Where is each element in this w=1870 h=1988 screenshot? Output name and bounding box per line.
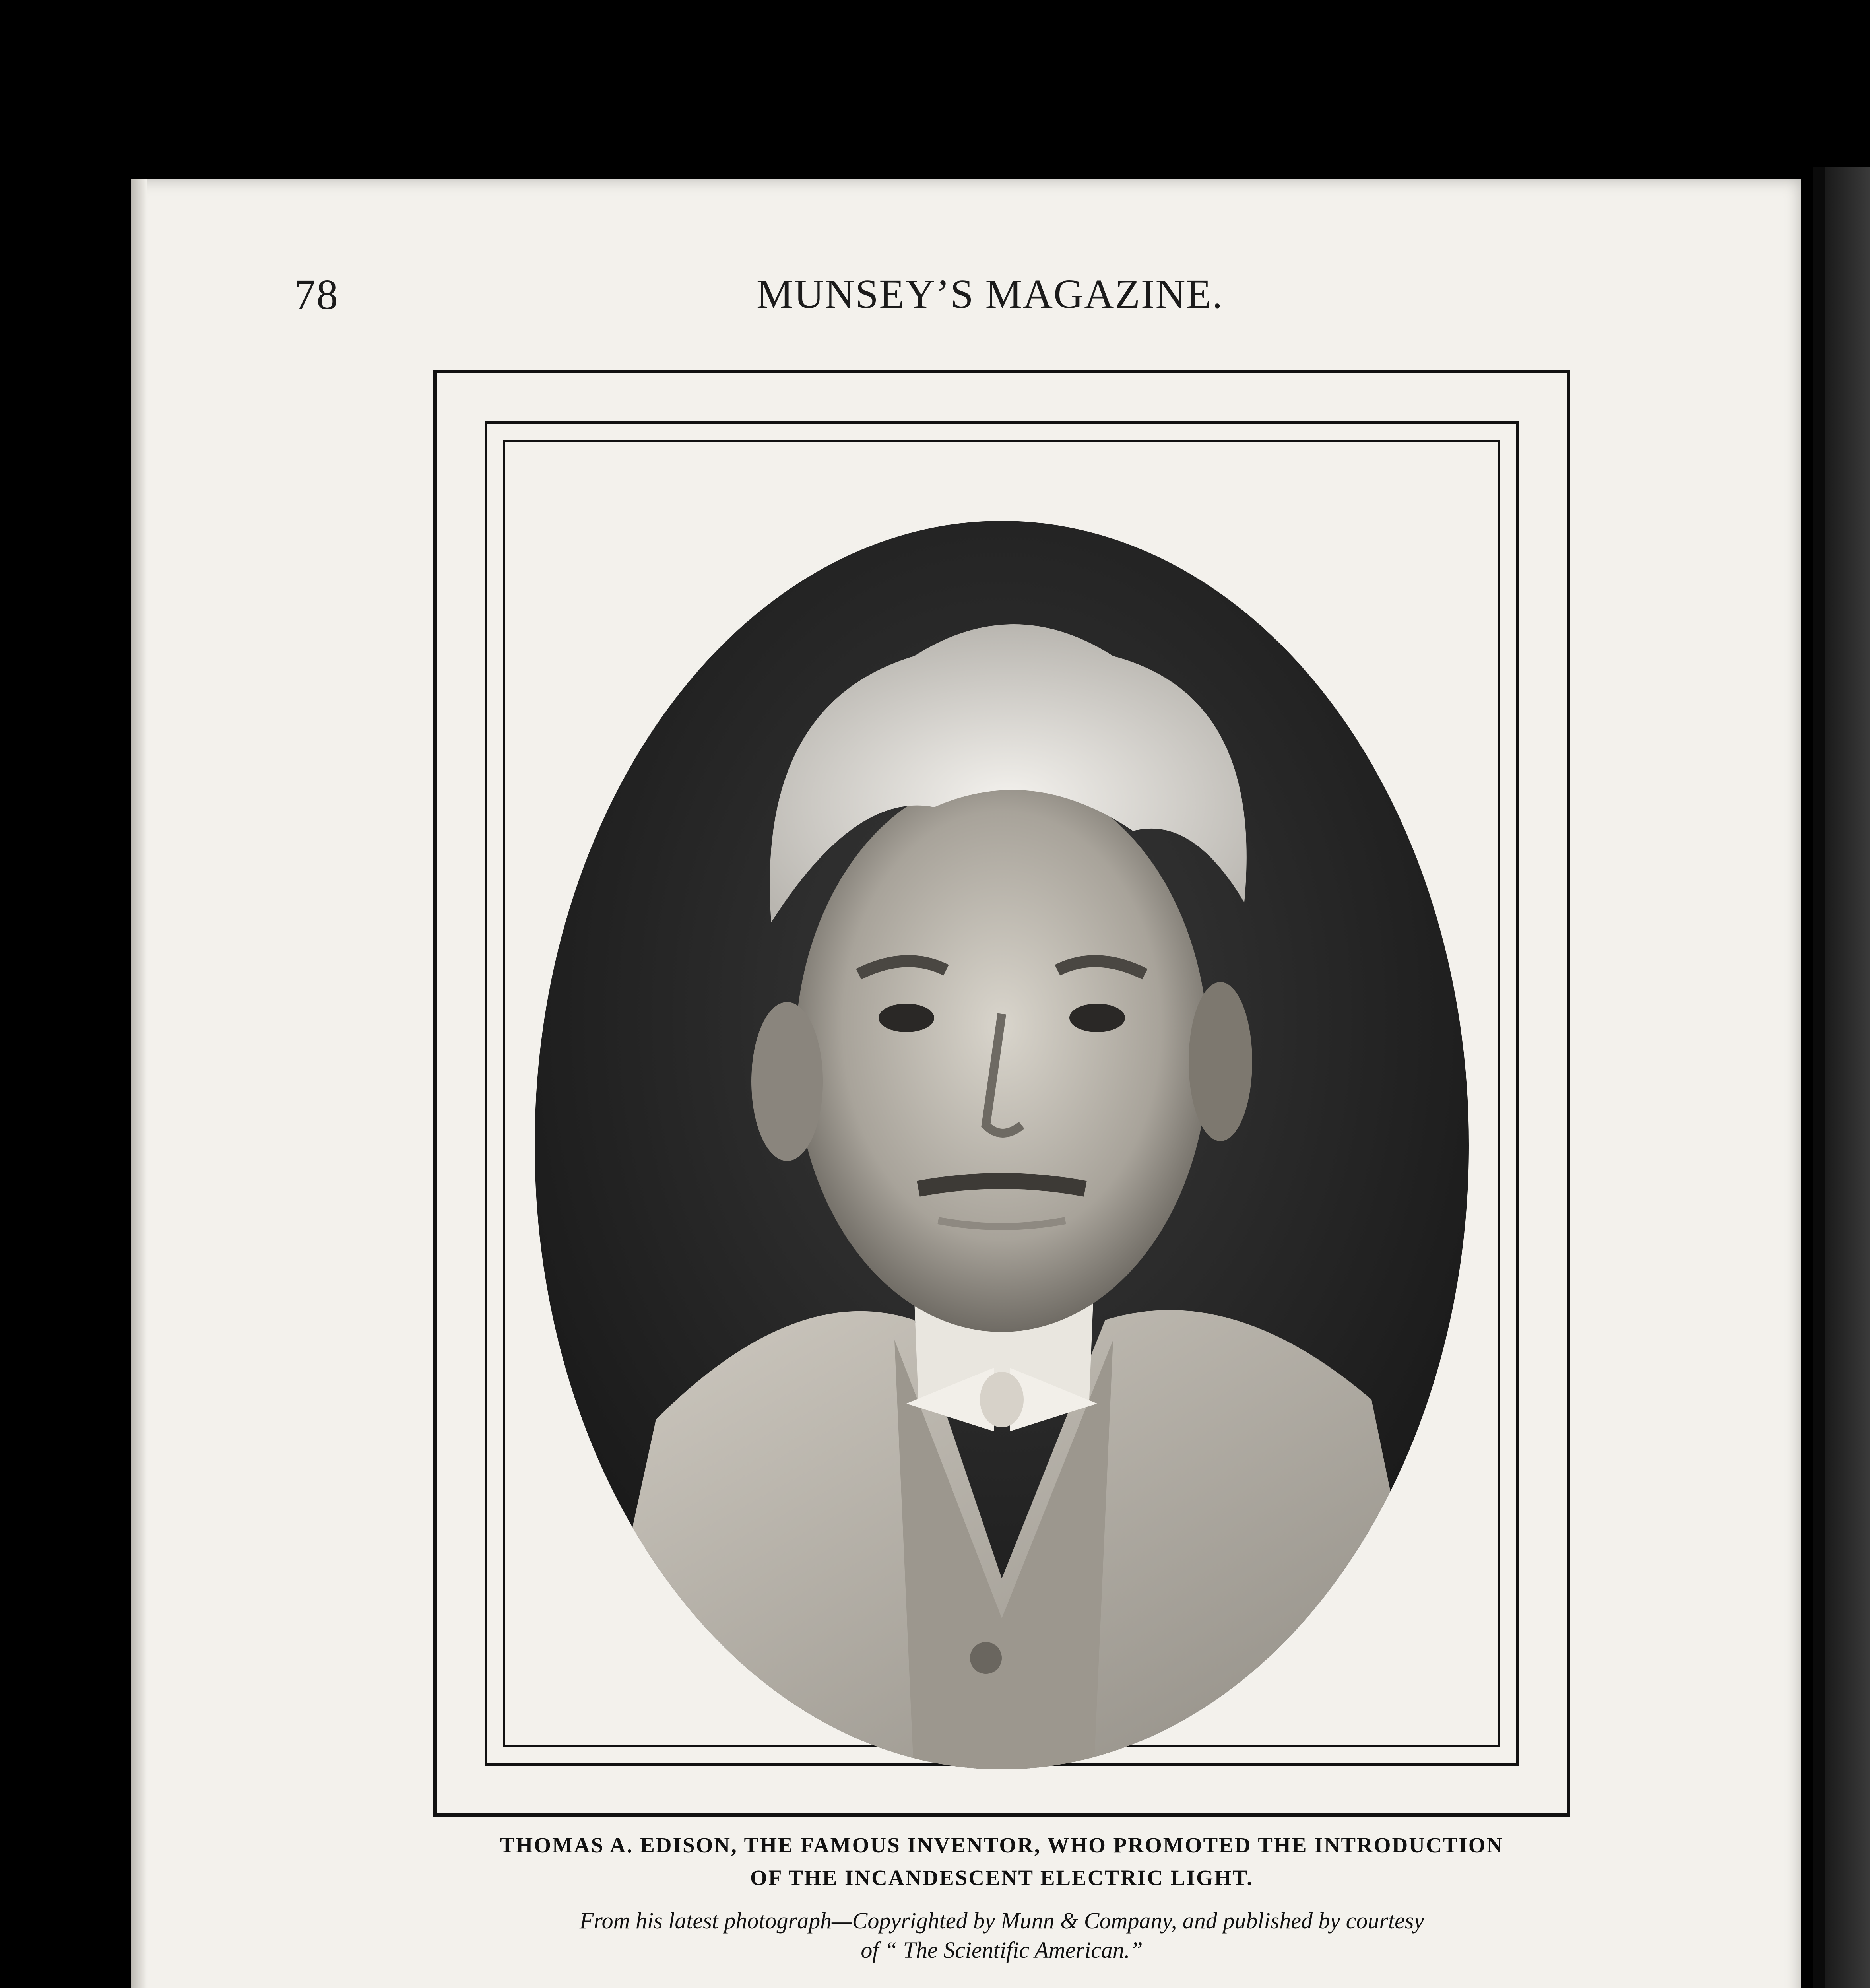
running-title: MUNSEY’S MAGAZINE. — [756, 271, 1224, 317]
credit-line: of “ The Scientific American.” — [861, 1937, 1143, 1963]
photo-credit — [417, 1906, 1586, 1965]
page-number: 78 — [294, 271, 339, 318]
figure-caption — [417, 1829, 1586, 1965]
edison-portrait — [517, 505, 1487, 1785]
credit-line: From his latest photograph—Copyrighted by Munn & Company, and published by courtesy — [579, 1908, 1424, 1934]
page-header — [294, 270, 1686, 326]
page-edge-shadow — [131, 179, 147, 1988]
caption-title — [417, 1829, 1586, 1894]
caption-line: THOMAS A. EDISON, THE FAMOUS INVENTOR, WHO PROMOTED THE INTRODUCTION — [500, 1833, 1504, 1857]
adjacent-page-edge — [1813, 167, 1870, 1988]
caption-line: OF THE INCANDESCENT ELECTRIC LIGHT. — [750, 1866, 1253, 1890]
